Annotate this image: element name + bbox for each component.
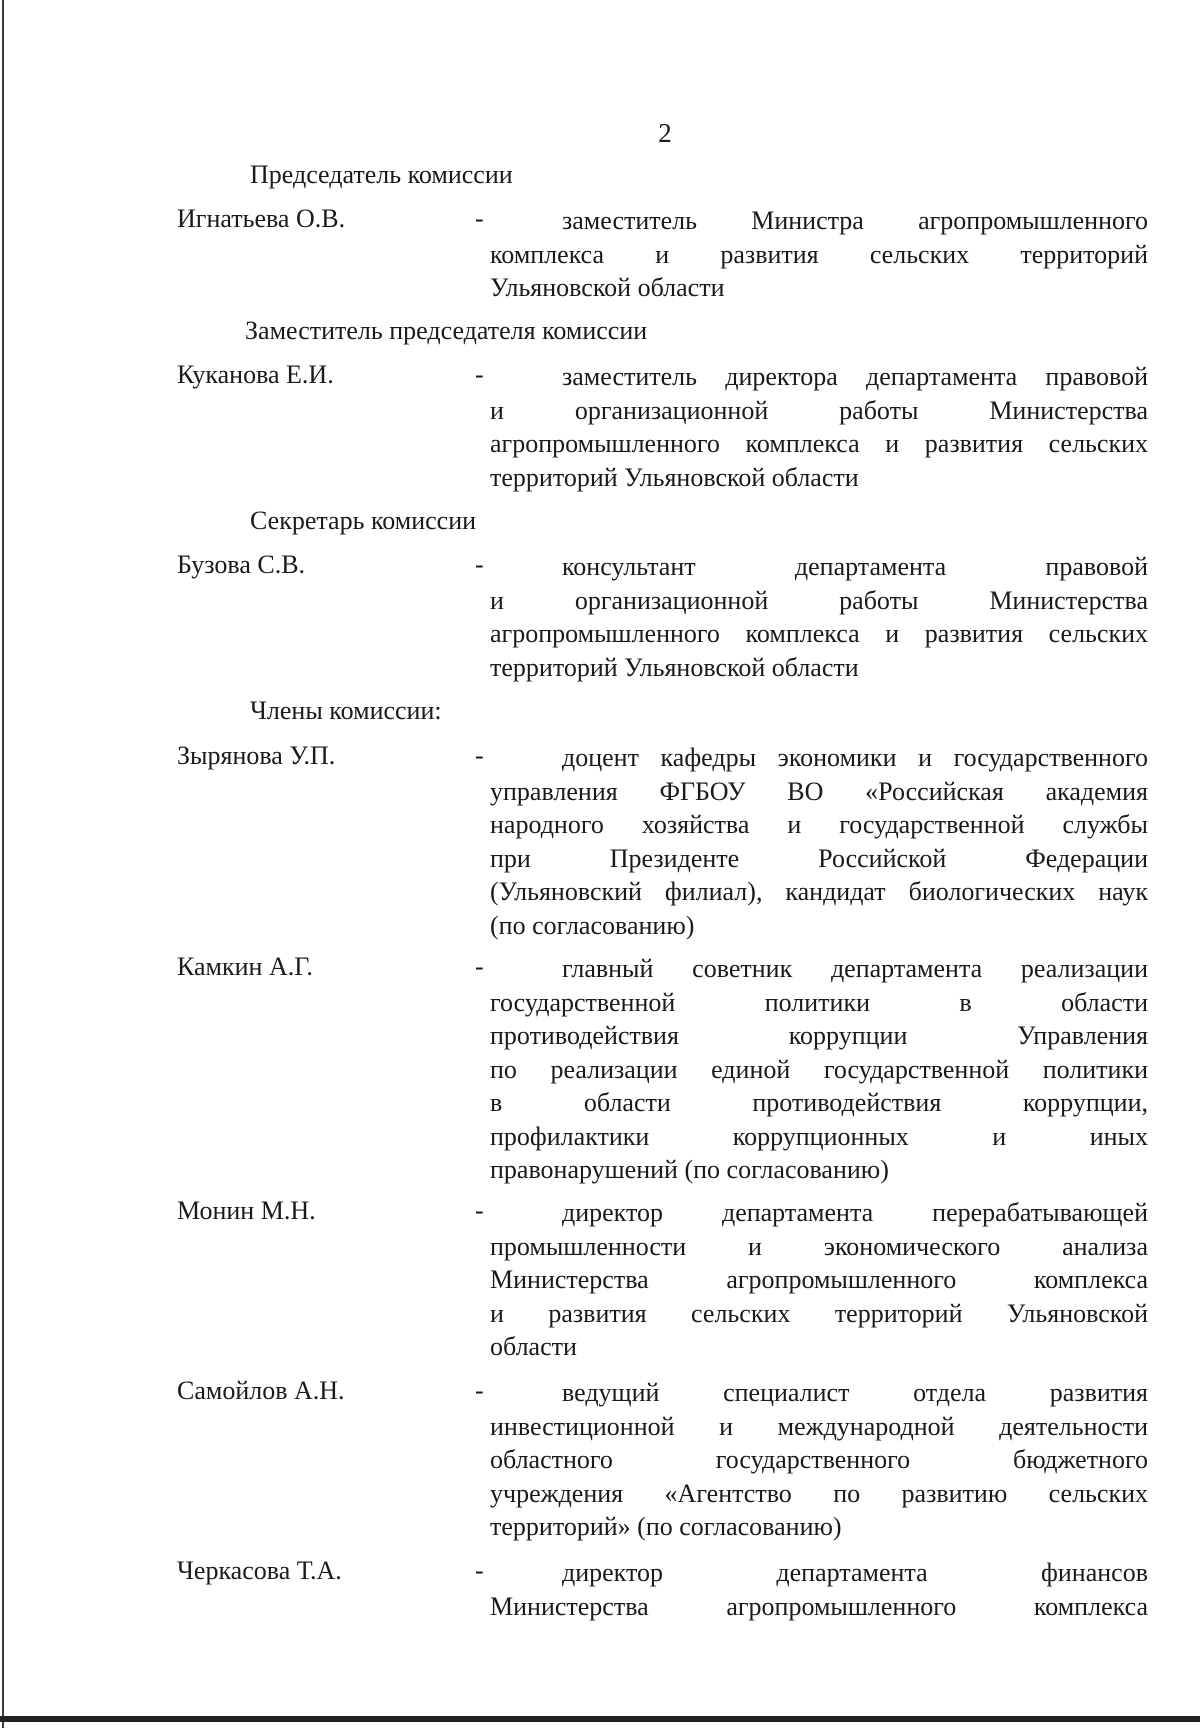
description-line: главный советник департамента реализации [562, 954, 1148, 983]
scan-left-border [2, 0, 4, 1728]
description-line: управления ФГБОУ ВО «Российская академия [490, 776, 1148, 806]
member-description-samoilov [490, 1376, 1148, 1544]
description-line: (Ульяновский филиал), кандидат биологических наук [490, 877, 1148, 906]
description-line: правонарушений (по согласованию) [490, 1155, 889, 1184]
description-line: территорий Ульяновской области [490, 652, 859, 682]
description-line: Министерства агропромышленного комплекса [490, 1591, 1148, 1621]
member-dash: - [475, 550, 484, 579]
member-name-zyryanova: Зырянова У.П. [177, 741, 336, 770]
description-line: при Президенте Российской Федерации [490, 843, 1148, 873]
description-line: инвестиционной и международной деятельности [490, 1411, 1148, 1441]
description-line: промышленности и экономического анализа [490, 1231, 1148, 1261]
member-name-buzova: Бузова С.В. [177, 550, 306, 579]
description-line: областного государственного бюджетного [490, 1445, 1148, 1474]
description-line: (по согласованию) [490, 910, 695, 940]
description-line: учреждения «Агентство по развитию сельских [490, 1478, 1148, 1508]
description-line: в области противодействия коррупции, [490, 1088, 1148, 1117]
member-dash: - [475, 1196, 484, 1225]
description-line: Ульяновской области [490, 273, 725, 302]
member-dash: - [475, 741, 484, 770]
heading-chair: Председатель комиссии [250, 160, 513, 189]
member-name-samoilov: Самойлов А.Н. [177, 1376, 345, 1405]
heading-deputy-chair: Заместитель председателя комиссии [245, 316, 648, 345]
member-description-kukanova [490, 360, 1148, 494]
member-dash: - [475, 1556, 484, 1585]
description-line: агропромышленного комплекса и развития сельских [490, 619, 1148, 648]
member-description-zyryanova [490, 741, 1148, 942]
description-line: территорий Ульяновской области [490, 462, 859, 492]
member-dash: - [475, 952, 484, 981]
heading-members: Члены комиссии: [250, 696, 442, 725]
member-name-monin: Монин М.Н. [177, 1196, 316, 1225]
description-line: области [490, 1332, 577, 1361]
description-line: государственной политики в области [490, 987, 1148, 1017]
description-line: агропромышленного комплекса и развития сельских [490, 429, 1148, 458]
member-dash: - [475, 360, 484, 389]
scan-bottom-border [0, 1716, 1200, 1722]
page-number: 2 [658, 118, 672, 148]
member-name-kukanova: Куканова Е.И. [177, 360, 334, 389]
member-description-ignatieva [490, 204, 1148, 305]
member-dash: - [475, 1376, 484, 1405]
member-description-cherkasova [490, 1556, 1148, 1623]
description-line: по реализации единой государственной политики [490, 1054, 1148, 1084]
description-line: и организационной работы Министерства [490, 395, 1148, 425]
description-line: профилактики коррупционных и иных [490, 1121, 1148, 1151]
member-description-kamkin [490, 952, 1148, 1187]
member-dash: - [475, 204, 484, 233]
description-line: консультант департамента правовой [562, 552, 1148, 581]
description-line: директор департамента перерабатывающей [562, 1198, 1148, 1227]
description-line: Министерства агропромышленного комплекса [490, 1265, 1148, 1294]
description-line: доцент кафедры экономики и государственного [562, 743, 1148, 772]
description-line: противодействия коррупции Управления [490, 1021, 1148, 1050]
description-line: ведущий специалист отдела развития [562, 1378, 1148, 1407]
description-line: директор департамента финансов [562, 1558, 1148, 1587]
member-name-kamkin: Камкин А.Г. [177, 952, 313, 981]
description-line: и организационной работы Министерства [490, 585, 1148, 615]
description-line: комплекса и развития сельских территорий [490, 239, 1148, 269]
member-description-buzova [490, 550, 1148, 684]
member-name-cherkasova: Черкасова Т.А. [177, 1556, 342, 1585]
description-line: и развития сельских территорий Ульяновской [490, 1298, 1148, 1328]
description-line: народного хозяйства и государственной службы [490, 810, 1148, 839]
heading-secretary: Секретарь комиссии [250, 506, 477, 535]
member-description-monin [490, 1196, 1148, 1364]
member-name-ignatieva: Игнатьева О.В. [177, 204, 346, 233]
description-line: территорий» (по согласованию) [490, 1512, 842, 1541]
description-line: заместитель директора департамента правовой [562, 362, 1148, 391]
description-line: заместитель Министра агропромышленного [562, 206, 1148, 235]
